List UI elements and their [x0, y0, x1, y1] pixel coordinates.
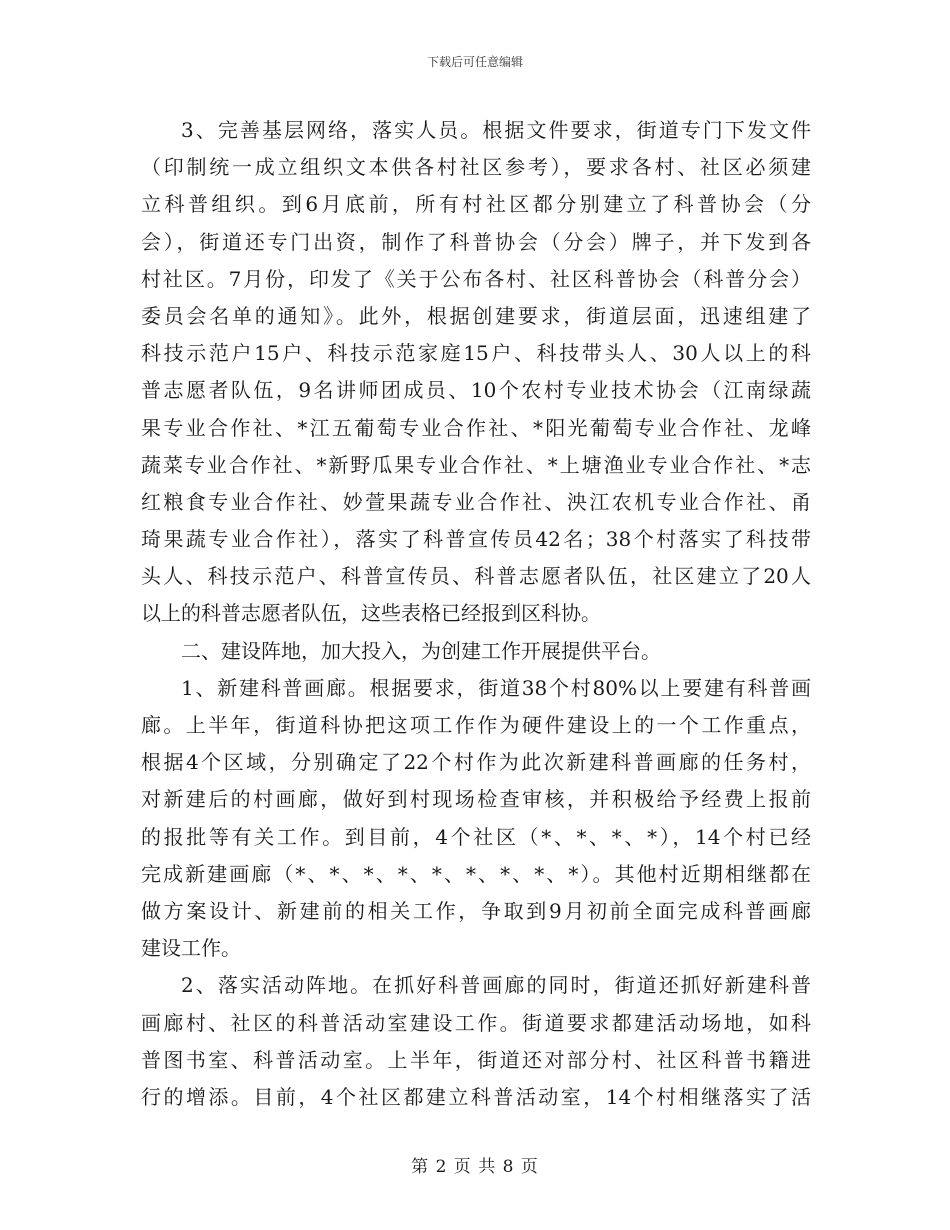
text-line: 2、落实活动阵地。在抓好科普画廊的同时，街道还抓好新建科普	[181, 973, 811, 998]
text-line: 的报批等有关工作。到目前，4个社区（*、*、*、*），14个村已经	[141, 824, 811, 849]
text-line: 1、新建科普画廊。根据要求，街道38个村80%以上要建有科普画	[181, 675, 811, 700]
text-line: 委员会名单的通知》。此外，根据创建要求，街道层面，迅速组建了	[141, 303, 811, 328]
text-line: 做方案设计、新建前的相关工作，争取到9月初前全面完成科普画廊	[141, 898, 811, 923]
text-line: 普志愿者队伍，9名讲师团成员、10个农村专业技术协会（江南绿蔬	[141, 378, 811, 403]
page-footer: 第 2 页 共 8 页	[411, 1157, 539, 1177]
text-line: 蔬菜专业合作社、*新野瓜果专业合作社、*上塘渔业专业合作社、*志	[141, 452, 811, 477]
text-line: 廊。上半年，街道科协把这项工作作为硬件建设上的一个工作重点，	[141, 713, 811, 737]
text-line: 画廊村、社区的科普活动室建设工作。街道要求都建活动场地，如科	[141, 1010, 811, 1035]
text-line: 立科普组织。到6月底前，所有村社区都分别建立了科普协会（分	[141, 192, 811, 217]
text-line: 村社区。7月份，印发了《关于公布各村、社区科普协会（科普分会）	[141, 266, 811, 291]
text-line: 行的增添。目前，4个社区都建立科普活动室，14个村相继落实了活	[141, 1084, 811, 1109]
text-line: 红粮食专业合作社、妙萱果蔬专业合作社、泱江农机专业合作社、甬	[141, 489, 811, 514]
text-line: 完成新建画廊（*、*、*、*、*、*、*、*、*）。其他村近期相继都在	[141, 861, 811, 886]
page-header: 下载后可任意编辑	[426, 55, 523, 69]
text-line: 以上的科普志愿者队伍，这些表格已经报到区科协。	[141, 601, 601, 626]
text-line: 普图书室、科普活动室。上半年，街道还对部分村、社区科普书籍进	[141, 1047, 811, 1072]
document-body	[141, 112, 811, 1116]
text-line: 琦果蔬专业合作社），落实了科普宣传员42名；38个村落实了科技带	[141, 527, 811, 552]
text-line: （印制统一成立组织文本供各村社区参考），要求各村、社区必须建	[141, 155, 811, 180]
text-line: 科技示范户15户、科技示范家庭15户、科技带头人、30人以上的科	[141, 341, 811, 366]
text-line: 3、完善基层网络，落实人员。根据文件要求，街道专门下发文件	[181, 118, 811, 142]
text-line: 根据4个区域，分别确定了22个村作为此次新建科普画廊的任务村，	[141, 750, 811, 775]
text-line: 对新建后的村画廊，做好到村现场检查审核，并积极给予经费上报前	[141, 787, 811, 812]
text-line: 建设工作。	[141, 936, 241, 961]
text-line: 头人、科技示范户、科普宣传员、科普志愿者队伍，社区建立了20人	[141, 564, 811, 589]
text-line: 果专业合作社、*江五葡萄专业合作社、*阳光葡萄专业合作社、龙峰	[141, 415, 811, 440]
text-line: 会），街道还专门出资，制作了科普协会（分会）牌子，并下发到各	[141, 229, 811, 254]
text-line: 二、建设阵地，加大投入，为创建工作开展提供平台。	[181, 638, 661, 663]
